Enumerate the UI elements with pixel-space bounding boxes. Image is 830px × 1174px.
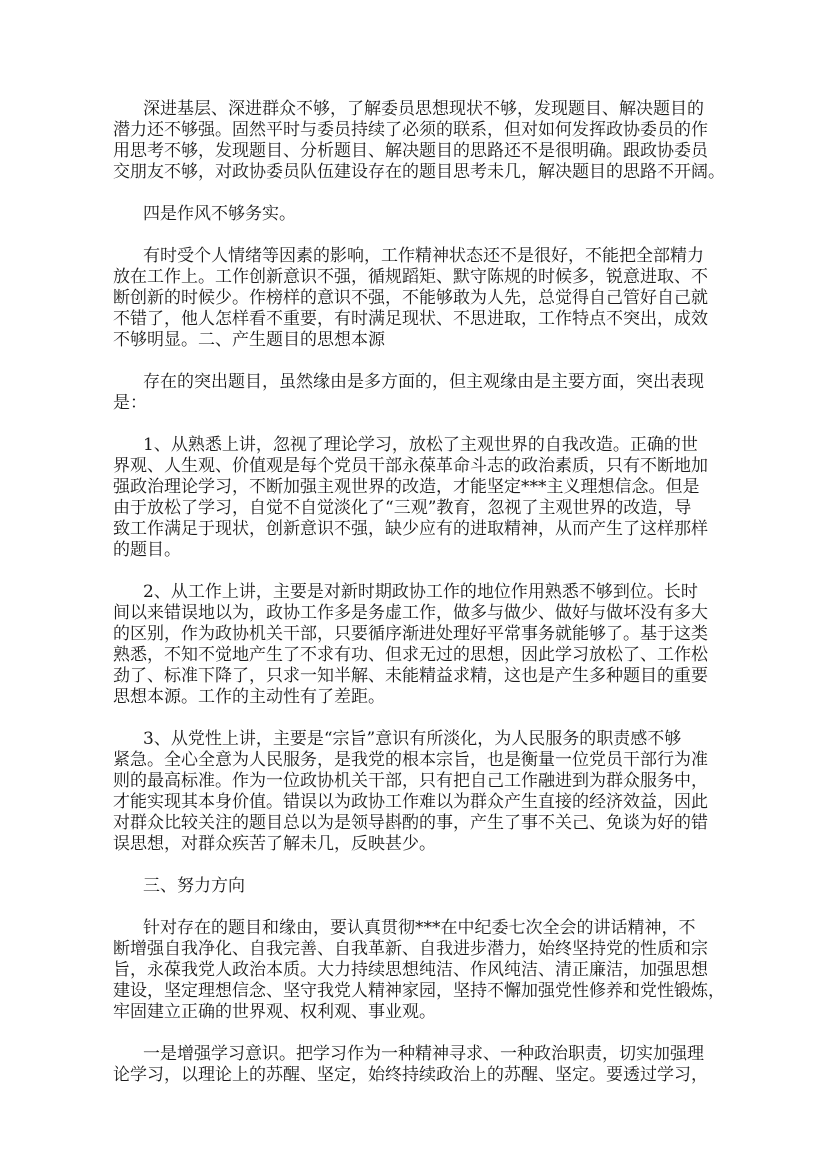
text-line: 界观、人生观、价值观是每个党员干部永葆革命斗志的政治素质，只有不断地加 bbox=[113, 456, 708, 476]
text-line: 潜力还不够强。固然平时与委员持续了必须的联系，但对如何发挥政协委员的作 bbox=[113, 120, 708, 140]
text-line: 对群众比较关注的题目总以为是领导斟酌的事，产生了事不关己、免谈为好的错 bbox=[113, 813, 708, 833]
document-body bbox=[113, 99, 753, 1107]
text-line: 不错了，他人怎样看不重要，有时满足现状、不思进取，工作特点不突出，成效 bbox=[113, 309, 708, 329]
text-line: 劲了、标准下降了，只求一知半解、未能精益求精，这也是产生多种题目的重要 bbox=[113, 666, 708, 686]
text-line: 则的最高标准。作为一位政协机关干部，只有把自己工作融进到为群众服务中， bbox=[113, 771, 708, 791]
text-line: 交朋友不够，对政协委员队伍建设存在的题目思考未几，解决题目的思路不开阔。 bbox=[113, 162, 725, 182]
text-line: 由于放松了学习，自觉不自觉淡化了“三观”教育，忽视了主观世界的改造，导 bbox=[113, 498, 692, 518]
text-line: 强政治理论学习，不断加强主观世界的改造，才能坚定***主义理想信念。但是 bbox=[113, 477, 700, 497]
text-line: 有时受个人情绪等因素的影响，工作精神状态还不是很好，不能把全部精力 bbox=[143, 246, 704, 266]
text-line: 四是作风不够务实。 bbox=[143, 204, 296, 224]
paragraph bbox=[113, 246, 753, 351]
paragraph bbox=[113, 99, 753, 183]
text-line: 不够明显。二、产生题目的思想本源 bbox=[113, 330, 385, 350]
text-line: 1、从熟悉上讲，忽视了理论学习，放松了主观世界的自我改造。正确的世 bbox=[143, 435, 698, 455]
text-line: 放在工作上。工作创新意识不强，循规蹈矩、默守陈规的时候多，锐意进取、不 bbox=[113, 267, 708, 287]
text-line: 的区别，作为政协机关干部，只要循序渐进处理好平常事务就能够了。基于这类 bbox=[113, 624, 708, 644]
paragraph bbox=[113, 582, 753, 708]
text-line: 3、从党性上讲，主要是“宗旨”意识有所淡化，为人民服务的职责感不够 bbox=[143, 729, 682, 749]
paragraph bbox=[113, 435, 753, 561]
paragraph bbox=[113, 729, 753, 855]
text-line: 断创新的时候少。作榜样的意识不强，不能够敢为人先，总觉得自己管好自己就 bbox=[113, 288, 708, 308]
text-line: 建设，坚定理想信念、坚守我党人精神家园，坚持不懈加强党性修养和党性锻炼， bbox=[113, 981, 725, 1001]
text-line: 致工作满足于现状，创新意识不强，缺少应有的进取精神，从而产生了这样那样 bbox=[113, 519, 708, 539]
text-line: 是： bbox=[113, 393, 147, 413]
paragraph bbox=[113, 876, 753, 897]
text-line: 存在的突出题目，虽然缘由是多方面的，但主观缘由是主要方面，突出表现 bbox=[143, 372, 704, 392]
text-line: 误思想，对群众疾苦了解未几，反映甚少。 bbox=[113, 834, 436, 854]
text-line: 紧急。全心全意为人民服务，是我党的根本宗旨，也是衡量一位党员干部行为准 bbox=[113, 750, 708, 770]
paragraph bbox=[113, 372, 753, 414]
text-line: 深进基层、深进群众不够，了解委员思想现状不够，发现题目、解决题目的 bbox=[143, 99, 704, 119]
text-line: 熟悉，不知不觉地产生了不求有功、但求无过的思想，因此学习放松了、工作松 bbox=[113, 645, 708, 665]
text-line: 针对存在的题目和缘由，要认真贯彻***在中纪委七次全会的讲话精神，不 bbox=[143, 918, 696, 938]
text-line: 论学习，以理论上的苏醒、坚定，始终持续政治上的苏醒、坚定。要透过学习， bbox=[113, 1065, 708, 1085]
text-line: 间以来错误地以为，政协工作多是务虚工作，做多与做少、做好与做坏没有多大 bbox=[113, 603, 708, 623]
text-line: 才能实现其本身价值。错误以为政协工作难以为群众产生直接的经济效益，因此 bbox=[113, 792, 708, 812]
text-line: 用思考不够，发现题目、分析题目、解决题目的思路还不是很明确。跟政协委员 bbox=[113, 141, 708, 161]
text-line: 三、努力方向 bbox=[143, 876, 245, 896]
text-line: 一是增强学习意识。把学习作为一种精神寻求、一种政治职责，切实加强理 bbox=[143, 1044, 704, 1064]
text-line: 2、从工作上讲，主要是对新时期政协工作的地位作用熟悉不够到位。长时 bbox=[143, 582, 698, 602]
text-line: 旨，永葆我党人政治本质。大力持续思想纯洁、作风纯洁、清正廉洁，加强思想 bbox=[113, 960, 708, 980]
paragraph bbox=[113, 1044, 753, 1086]
text-line: 思想本源。工作的主动性有了差距。 bbox=[113, 687, 385, 707]
paragraph bbox=[113, 918, 753, 1023]
text-line: 牢固建立正确的世界观、权利观、事业观。 bbox=[113, 1002, 436, 1022]
text-line: 的题目。 bbox=[113, 540, 181, 560]
paragraph bbox=[113, 204, 753, 225]
text-line: 断增强自我净化、自我完善、自我革新、自我进步潜力，始终坚持党的性质和宗 bbox=[113, 939, 708, 959]
